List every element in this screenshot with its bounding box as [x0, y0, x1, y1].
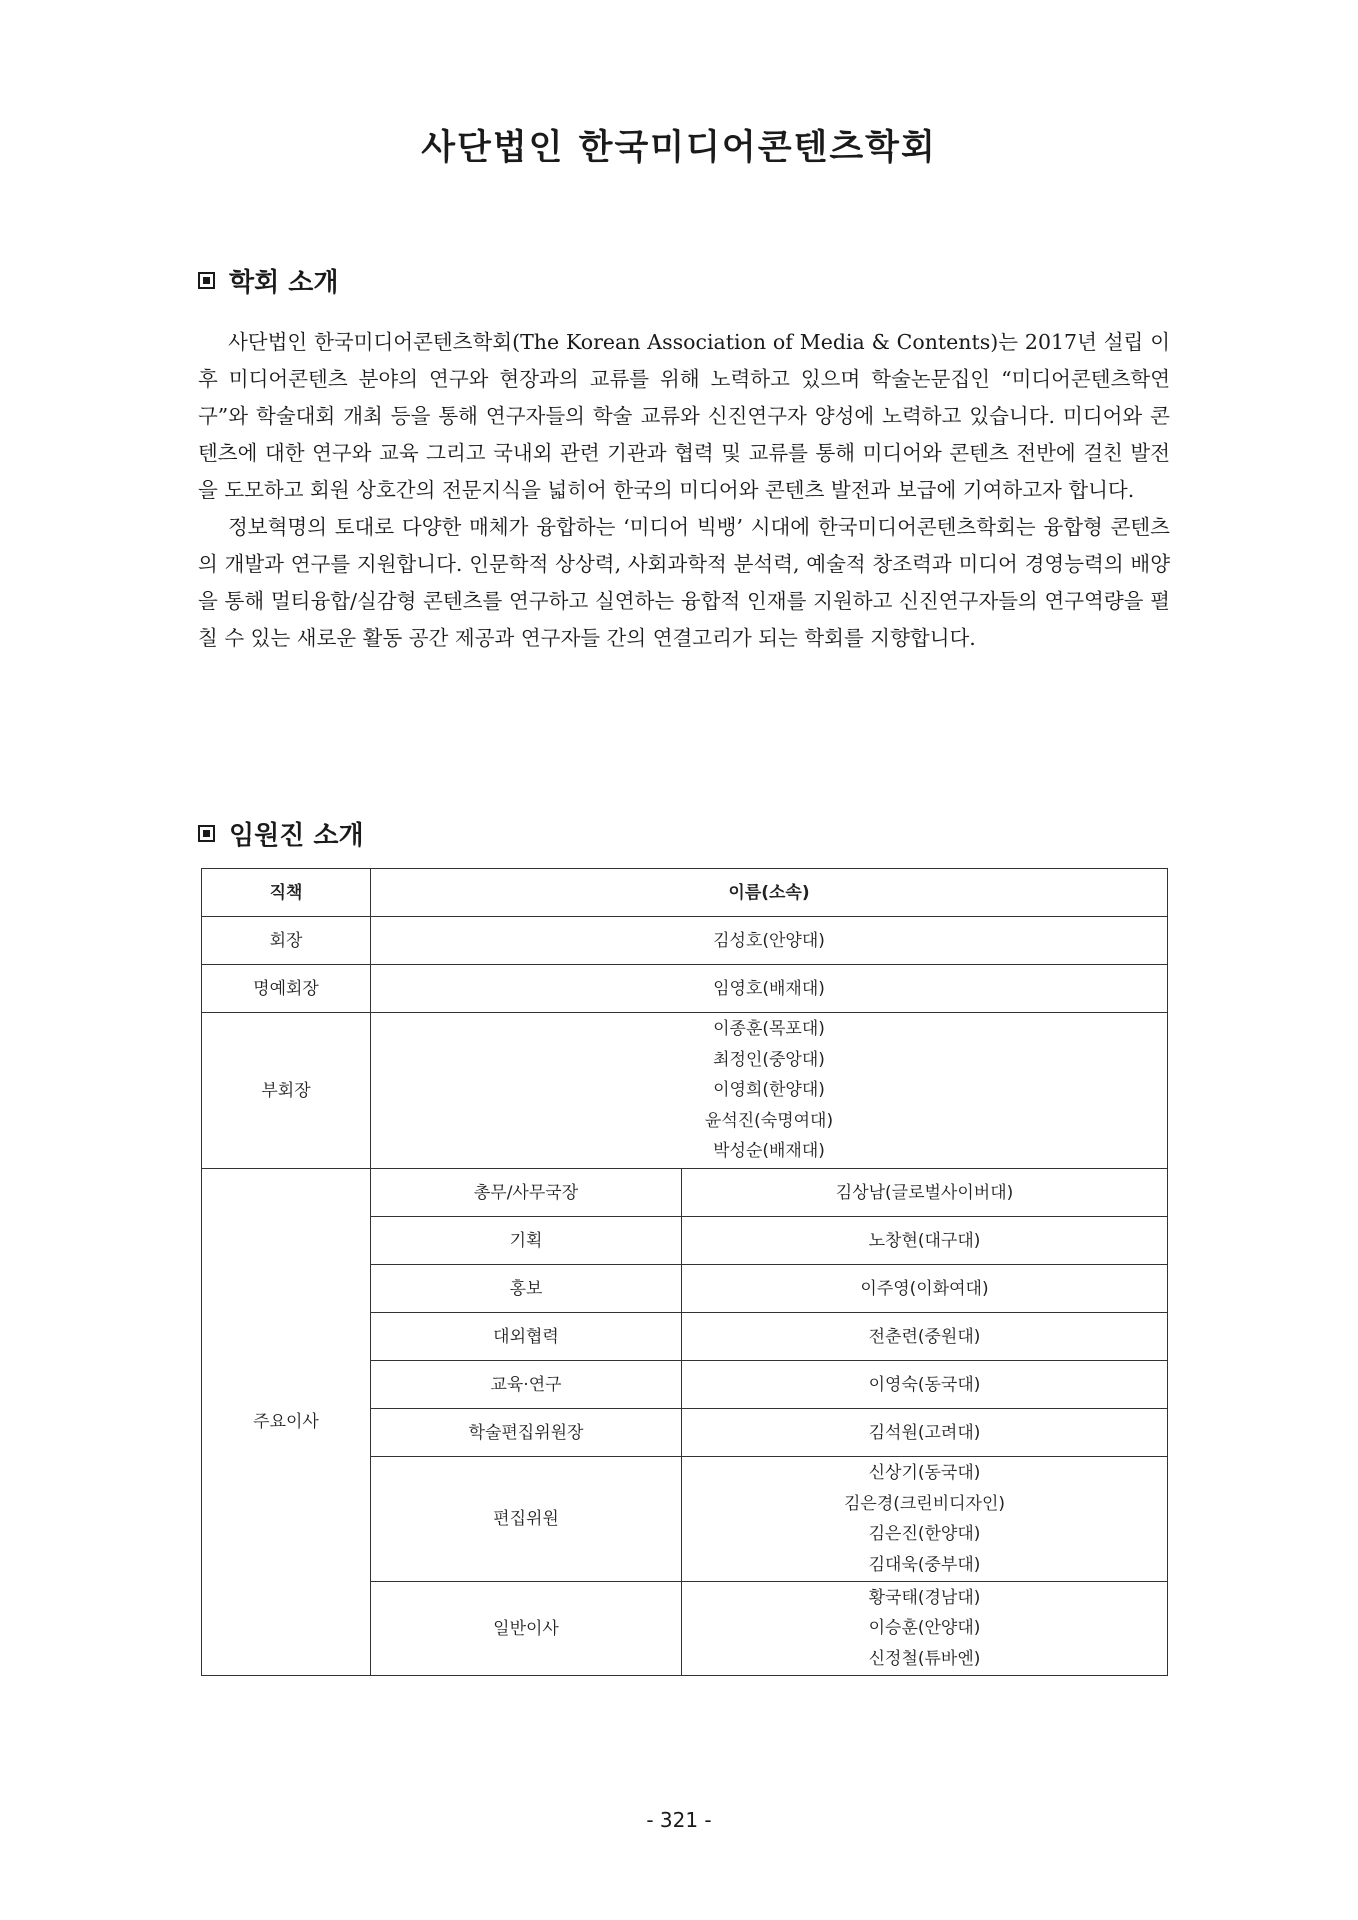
- position-cell: 명예회장: [202, 965, 371, 1013]
- name-cell: 김석원(고려대): [682, 1409, 1168, 1457]
- intro-paragraph: 사단법인 한국미디어콘텐츠학회(The Korean Association of Media & Contents)는 2017년 설립 이후 미디어콘텐츠 분야의 연구와 현장과의 교류를 위해 노력하고 있으며 학술논문집인 “미디어콘텐츠학연구”와 학술대회 개최 등을 통해 연구자들의 학술 교류와 신진연구자 양성에 노력하고 있습니다. 미디어와 콘텐츠에 대한 연구와 교육 그리고 국내외 관련 기관과 협력 및 교류를 통해 미디어와 콘텐츠 전반에 걸친 발전을 도모하고 회원 상호간의 전문지식을 넓히어 한국의 미디어와 콘텐츠 발전과 보급에 기여하고자 합니다.: [198, 330, 1170, 502]
- column-header-name: 이름(소속): [371, 869, 1168, 917]
- role-cell: 학술편집위원장: [371, 1409, 682, 1457]
- role-cell: 홍보: [371, 1265, 682, 1313]
- role-cell: 기획: [371, 1217, 682, 1265]
- name-entry: 김은진(한양대): [868, 1524, 981, 1544]
- name-entry: 이영희(한양대): [713, 1080, 825, 1101]
- position-cell: 주요이사: [202, 1169, 371, 1676]
- section-heading-text: 임원진 소개: [229, 821, 364, 851]
- table-row: [202, 917, 1168, 965]
- column-header-position: 직책: [202, 869, 371, 917]
- name-entry: 최정인(중앙대): [713, 1049, 825, 1070]
- table-row: [202, 1169, 1168, 1217]
- role-cell: 편집위원: [371, 1457, 682, 1582]
- name-cell: [682, 1457, 1168, 1582]
- name-entry: 신정철(튜바엔): [868, 1648, 981, 1669]
- section-heading-text: 학회 소개: [229, 268, 339, 298]
- name-entry: 김대욱(중부대): [868, 1554, 981, 1575]
- name-cell: 김상남(글로벌사이버대): [682, 1169, 1168, 1217]
- name-cell: 이주영(이화여대): [682, 1265, 1168, 1313]
- page-title: 사단법인 한국미디어콘텐츠학회: [421, 128, 937, 168]
- intro-body: [198, 324, 1170, 657]
- name-entry: 김은경(크린비디자인): [843, 1493, 1006, 1514]
- role-cell: 교육·연구: [371, 1361, 682, 1409]
- name-entry: 이종훈(목포대): [713, 1019, 825, 1040]
- role-cell: 일반이사: [371, 1582, 682, 1676]
- position-cell: 회장: [202, 917, 371, 965]
- name-cell: 노창현(대구대): [682, 1217, 1168, 1265]
- name-cell: 전춘련(중원대): [682, 1313, 1168, 1361]
- name-cell: 임영호(배재대): [371, 965, 1168, 1013]
- square-bullet-icon: [198, 272, 215, 289]
- name-cell: [371, 1013, 1168, 1169]
- square-bullet-icon: [198, 825, 215, 842]
- name-cell: [682, 1582, 1168, 1676]
- officers-table: [201, 868, 1168, 1676]
- name-cell: 이영숙(동국대): [682, 1361, 1168, 1409]
- role-cell: 대외협력: [371, 1313, 682, 1361]
- name-entry: 박성순(배재대): [713, 1141, 825, 1162]
- name-entry: 이승훈(안양대): [868, 1618, 981, 1639]
- intro-paragraph: 정보혁명의 토대로 다양한 매체가 융합하는 ‘미디어 빅뱅’ 시대에 한국미디어콘텐츠학회는 융합형 콘텐츠의 개발과 연구를 지원합니다. 인문학적 상상력, 사회과학적 분석력, 예술적 창조력과 미디어 경영능력의 배양을 통해 멀티융합/실감형 콘텐츠를 연구하고 실연하는 융합적 인재를 지원하고 신진연구자들의 연구역량을 펼칠 수 있는 새로운 활동 공간 제공과 연구자들 간의 연결고리가 되는 학회를 지향합니다.: [198, 515, 1170, 650]
- section-heading-intro: [198, 262, 339, 299]
- table-row: [202, 1013, 1168, 1169]
- name-entry: 신상기(동국대): [868, 1463, 981, 1483]
- name-cell: 김성호(안양대): [371, 917, 1168, 965]
- page-number: - 321 -: [646, 1808, 712, 1832]
- name-entry: 황국태(경남대): [868, 1587, 981, 1608]
- section-heading-officers: [198, 815, 364, 852]
- name-entry: 윤석진(숙명여대): [704, 1110, 834, 1131]
- position-cell: 부회장: [202, 1013, 371, 1169]
- role-cell: 총무/사무국장: [371, 1169, 682, 1217]
- table-row: [202, 965, 1168, 1013]
